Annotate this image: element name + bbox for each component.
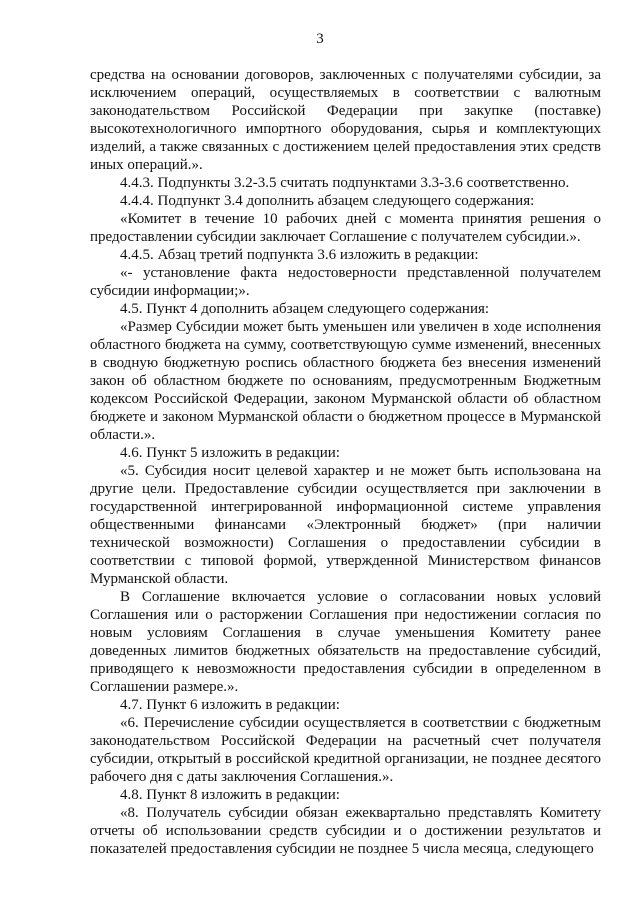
quote-committee-agreement: «Комитет в течение 10 рабочих дней с момента принятия решения о предоставлении субсидии заключает Соглашение с получателем субсидии.». bbox=[90, 211, 601, 245]
item-4-8: 4.8. Пункт 8 изложить в редакции: bbox=[120, 787, 340, 803]
item-4-4-5: 4.4.5. Абзац третий подпункта 3.6 изложить в редакции: bbox=[120, 247, 479, 263]
quote-agreement-conditions: В Соглашение включается условие о согласовании новых условий Соглашения или о расторжении Соглашения при недостижении согласия по новым условиям Соглашения в случае уменьшения Комитету ранее доведенных лимитов бюджетных обязательств на предоставление субсидий, приводящего к невозможности предоставления субсидии в определенном в Соглашении размере.». bbox=[90, 589, 601, 695]
page-number: 3 bbox=[316, 31, 324, 47]
quote-unreliable-information: «- установление факта недостоверности представленной получателем субсидии информации;». bbox=[90, 265, 601, 299]
quote-point-5: «5. Субсидия носит целевой характер и не может быть использована на другие цели. Предоставление субсидии осуществляется при заключении в государственной интегрированной информационной системе управления общественными финансами «Электронный бюджет» (при наличии технической возможности) Соглашения о предоставлении субсидии в соответствии с типовой формой, утвержденной Министерством финансов Мурманской области. bbox=[90, 463, 601, 587]
quote-subsidy-amount: «Размер Субсидии может быть уменьшен или увеличен в ходе исполнения областного бюджета на сумму, соответствующую сумме изменений, внесенных в сводную бюджетную роспись областного бюджета без внесения изменений закон об областном бюджете по основаниям, предусмотренным Бюджетным кодексом Российской Федерации, законом Мурманской области об областном бюджете и законом Мурманской области о бюджетном процессе в Мурманской области.». bbox=[90, 319, 601, 443]
quote-point-8: «8. Получатель субсидии обязан ежеквартально представлять Комитету отчеты об использовании средств субсидии и о достижении результатов и показателей предоставления субсидии не позднее 5 числа месяца, следующего bbox=[90, 805, 601, 857]
document-body bbox=[90, 66, 601, 858]
item-4-4-4: 4.4.4. Подпункт 3.4 дополнить абзацем следующего содержания: bbox=[120, 193, 535, 209]
item-4-5: 4.5. Пункт 4 дополнить абзацем следующего содержания: bbox=[120, 301, 490, 317]
item-4-7: 4.7. Пункт 6 изложить в редакции: bbox=[120, 697, 340, 713]
paragraph-continuation: средства на основании договоров, заключенных с получателями субсидии, за исключением операций, осуществляемых в соответствии с валютным законодательством Российской Федерации при закупке (поставке) высокотехнологичного импортного оборудования, сырья и комплектующих изделий, а также связанных с достижением целей предоставления этих средств иных операций.». bbox=[90, 67, 601, 173]
item-4-4-3: 4.4.3. Подпункты 3.2-3.5 считать подпунктами 3.3-3.6 соответственно. bbox=[120, 175, 570, 191]
quote-point-6: «6. Перечисление субсидии осуществляется в соответствии с бюджетным законодательством Российской Федерации на расчетный счет получателя субсидии, открытый в российской кредитной организации, не позднее десятого рабочего дня с даты заключения Соглашения.». bbox=[90, 715, 601, 785]
item-4-6: 4.6. Пункт 5 изложить в редакции: bbox=[120, 445, 340, 461]
